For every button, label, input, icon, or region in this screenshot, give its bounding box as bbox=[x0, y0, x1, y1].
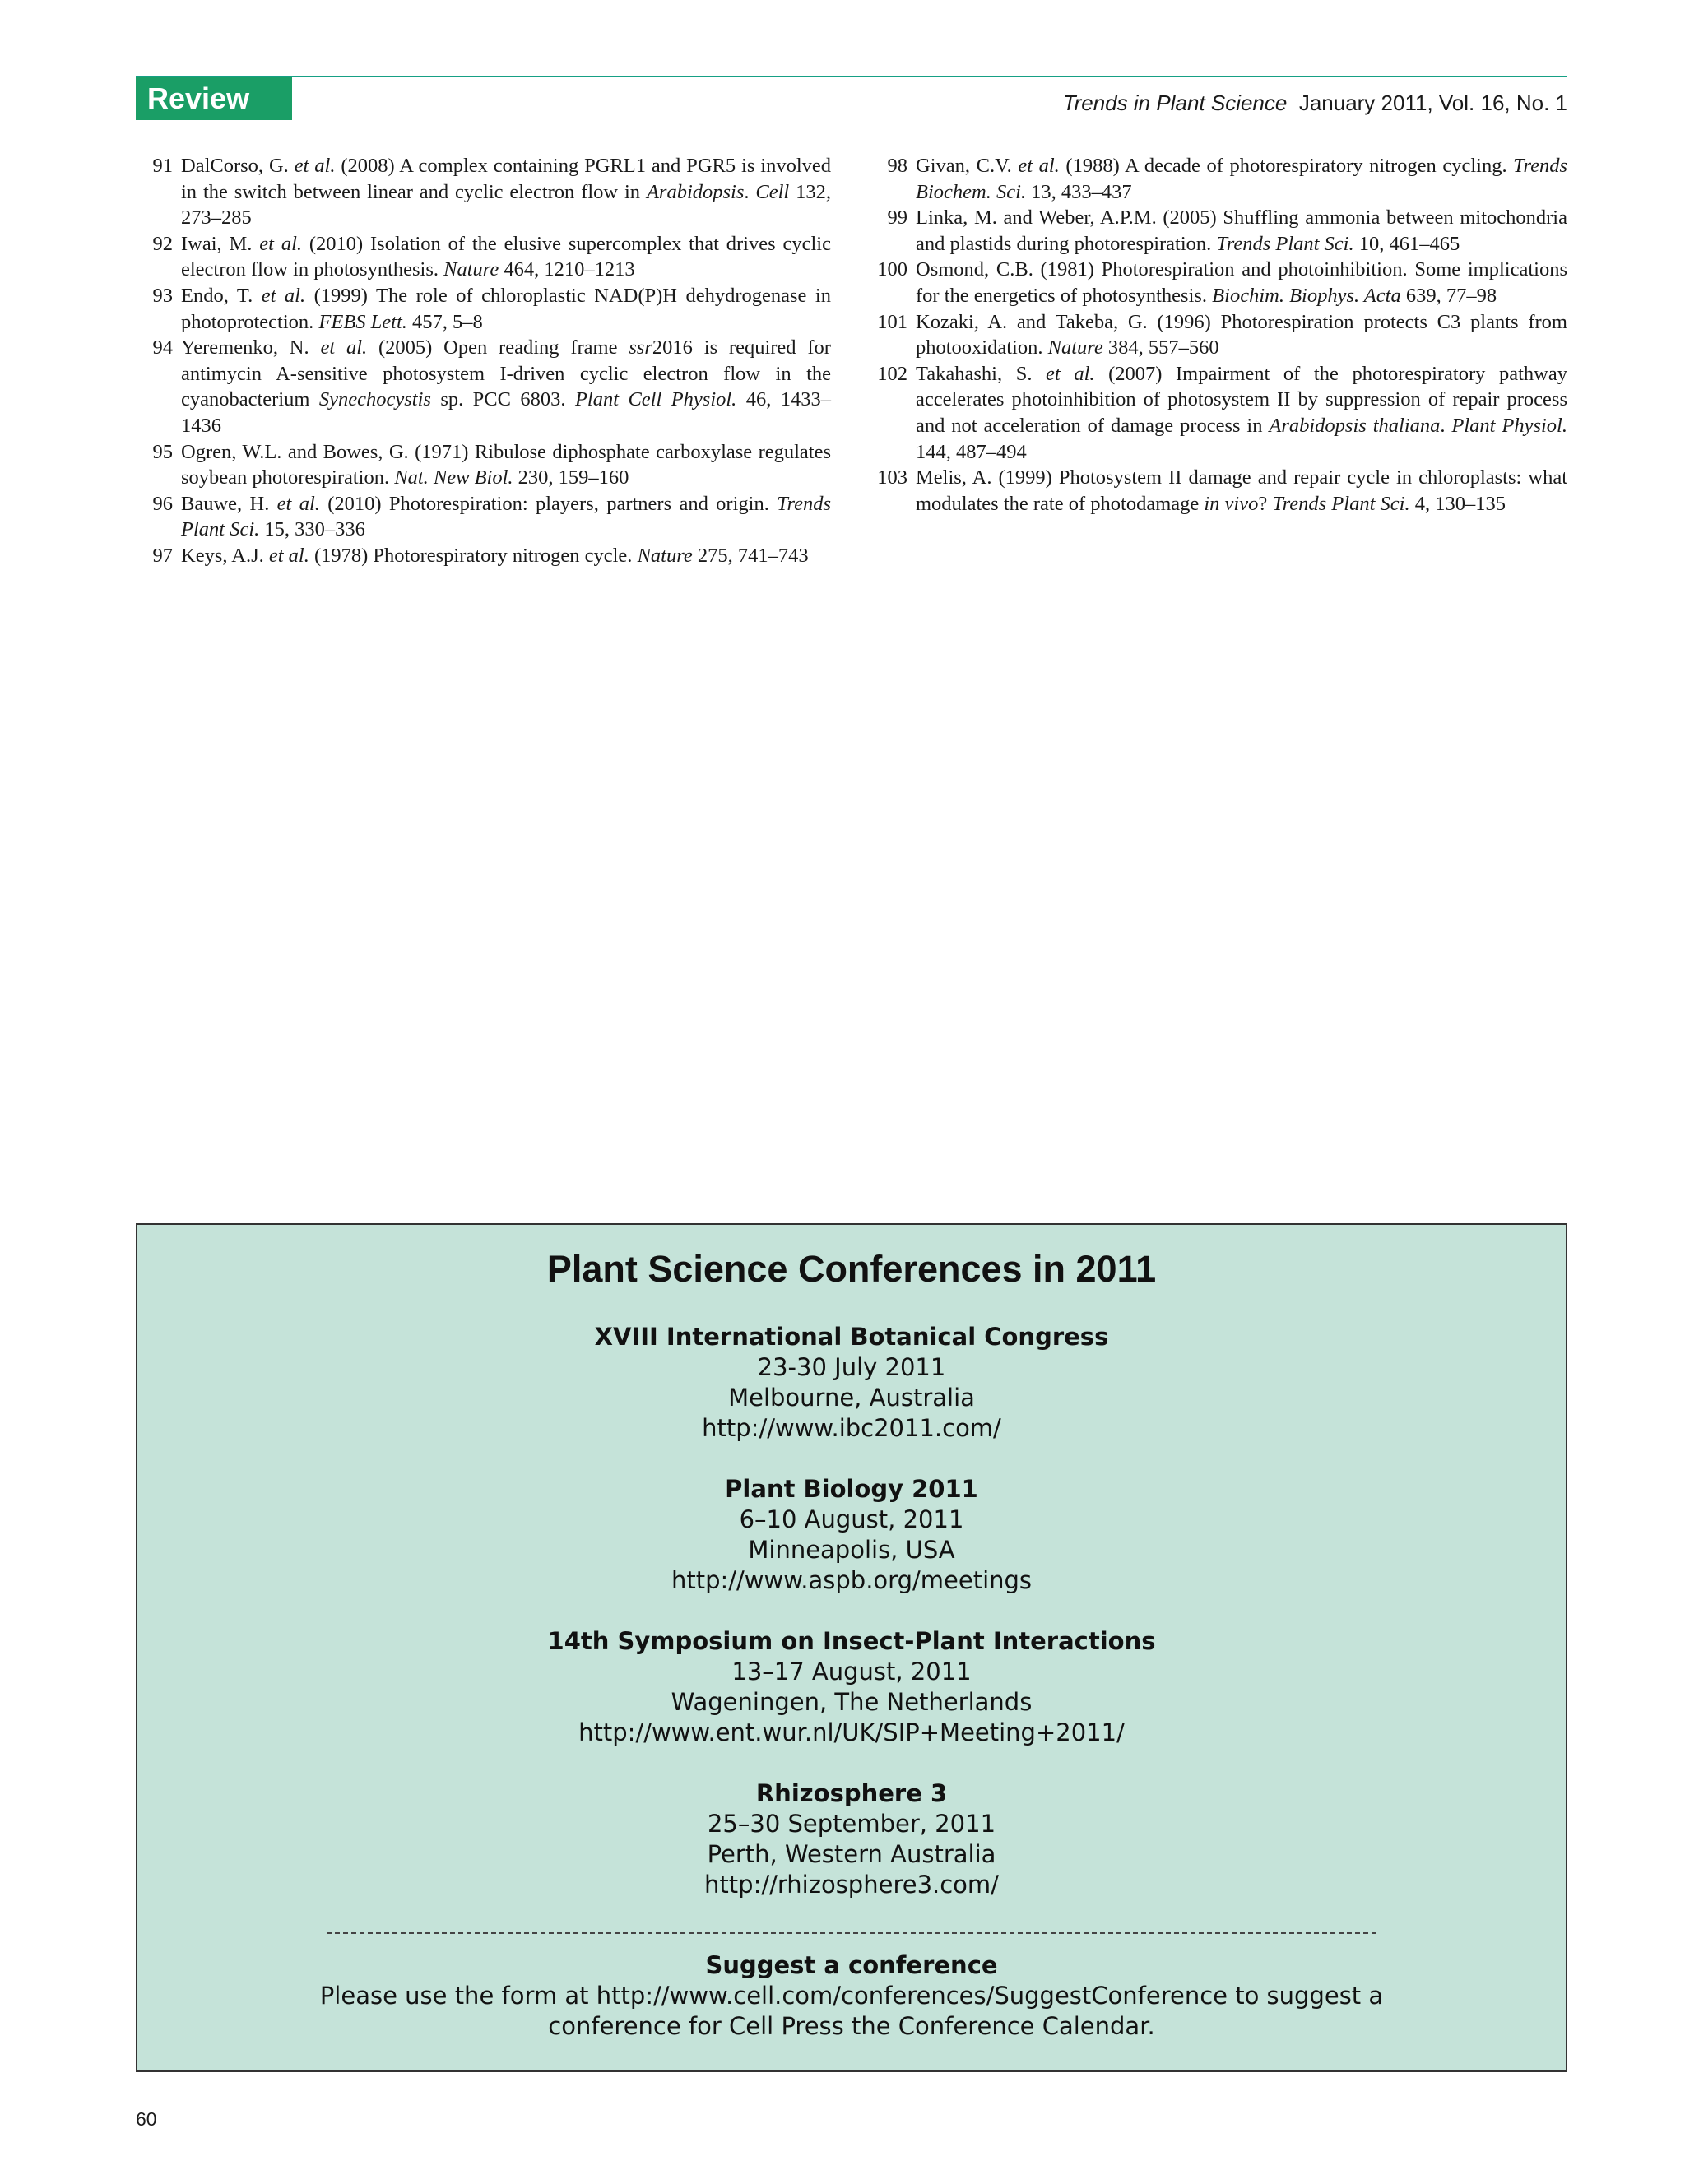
conference-dates: 13–17 August, 2011 bbox=[731, 1658, 972, 1686]
reference-text: Endo, T. bbox=[181, 284, 262, 307]
conference-item bbox=[137, 1474, 1566, 1596]
reference-text: (1999) The role of chloroplastic NAD(P)H dehydrogenase in photoprotection. bbox=[181, 284, 831, 333]
reference-item bbox=[136, 231, 831, 283]
dashed-divider bbox=[327, 1932, 1376, 1934]
reference-text: 4, 130–135 bbox=[1409, 492, 1506, 515]
reference-text: 384, 557–560 bbox=[1102, 336, 1219, 359]
conference-location: Wageningen, The Netherlands bbox=[671, 1688, 1033, 1716]
reference-text: 2016 is required for antimycin A-sensitive photosystem I-driven cyclic electron flow in the cyanobacterium bbox=[181, 336, 831, 411]
reference-italic-text: et al. bbox=[1046, 362, 1095, 385]
reference-italic-text: Trends Plant Sci. bbox=[181, 492, 831, 541]
conference-url[interactable]: http://www.aspb.org/meetings bbox=[671, 1566, 1033, 1594]
reference-item bbox=[870, 257, 1567, 308]
conference-box-title: Plant Science Conferences in 2011 bbox=[546, 1248, 1157, 1290]
reference-number: 94 bbox=[152, 336, 173, 359]
reference-text: (2007) Impairment of the photorespiratory pathway accelerates photoinhibition of photosystem II by suppression of repair process and not acceleration of damage process in bbox=[916, 362, 1567, 437]
reference-text: 46, 1433–1436 bbox=[181, 388, 832, 437]
reference-text: Osmond, C.B. (1981) Photorespiration and photoinhibition. Some implications for the energetics of photosynthesis. bbox=[916, 258, 1567, 307]
conference-list bbox=[137, 1322, 1566, 1931]
conference-name: XVIII International Botanical Congress bbox=[594, 1323, 1109, 1351]
reference-text: . bbox=[1440, 414, 1452, 437]
reference-text: 230, 159–160 bbox=[513, 466, 629, 489]
reference-italic-text: in vivo bbox=[1204, 492, 1259, 515]
reference-text: Melis, A. (1999) Photosystem II damage and repair cycle in chloroplasts: what modulates the rate of photodamage bbox=[916, 466, 1567, 515]
reference-item bbox=[870, 361, 1567, 465]
reference-text: Keys, A.J. bbox=[181, 544, 269, 567]
reference-list-left bbox=[136, 153, 831, 569]
reference-text: 144, 487–494 bbox=[916, 440, 1027, 463]
conference-name: 14th Symposium on Insect-Plant Interactions bbox=[547, 1627, 1156, 1655]
suggest-title: Suggest a conference bbox=[705, 1951, 998, 1979]
reference-italic-text: Arabidopsis bbox=[646, 180, 745, 203]
reference-italic-text: Synechocystis bbox=[318, 388, 431, 411]
conference-item bbox=[137, 1626, 1566, 1748]
reference-number: 98 bbox=[887, 155, 907, 177]
reference-italic-text: et al. bbox=[268, 544, 309, 567]
reference-italic-text: FEBS Lett. bbox=[318, 310, 407, 333]
reference-text: (1978) Photorespiratory nitrogen cycle. bbox=[309, 544, 638, 567]
reference-text: 10, 461–465 bbox=[1353, 232, 1460, 255]
reference-text: (2005) Open reading frame bbox=[367, 336, 629, 359]
reference-item bbox=[136, 439, 831, 491]
conference-item bbox=[137, 1322, 1566, 1444]
reference-text: 132, 273–285 bbox=[181, 180, 831, 230]
reference-italic-text: Plant Cell Physiol. bbox=[574, 388, 737, 411]
conference-url[interactable]: http://www.ibc2011.com/ bbox=[702, 1414, 1001, 1442]
reference-text: 15, 330–336 bbox=[259, 518, 365, 541]
journal-header bbox=[1063, 89, 1567, 117]
reference-text: sp. PCC 6803. bbox=[430, 388, 575, 411]
reference-italic-text: Trends Plant Sci. bbox=[1216, 232, 1354, 255]
conference-location: Melbourne, Australia bbox=[728, 1384, 975, 1412]
reference-number: 95 bbox=[152, 440, 173, 463]
conference-url[interactable]: http://rhizosphere3.com/ bbox=[704, 1871, 999, 1899]
conference-item bbox=[137, 1778, 1566, 1900]
reference-text: Kozaki, A. and Takeba, G. (1996) Photorespiration protects C3 plants from photooxidation. bbox=[916, 310, 1567, 359]
reference-text: (1988) A decade of photorespiratory nitrogen cycling. bbox=[1059, 155, 1514, 177]
reference-text: (2010) Isolation of the elusive supercomplex that drives cyclic electron flow in photosynthesis. bbox=[181, 232, 831, 281]
conference-dates: 25–30 September, 2011 bbox=[707, 1810, 996, 1838]
reference-number: 102 bbox=[877, 362, 907, 385]
reference-text: 275, 741–743 bbox=[692, 544, 809, 567]
reference-text: 639, 77–98 bbox=[1400, 284, 1497, 307]
reference-number: 96 bbox=[152, 492, 173, 515]
reference-text: DalCorso, G. bbox=[181, 155, 295, 177]
conference-box bbox=[136, 1223, 1567, 2072]
reference-number: 103 bbox=[877, 466, 907, 489]
reference-text: Iwai, M. bbox=[181, 232, 260, 255]
reference-italic-text: Nature bbox=[1047, 336, 1103, 359]
page-number: 60 bbox=[136, 2108, 157, 2130]
reference-italic-text: Nat. New Biol. bbox=[394, 466, 513, 489]
reference-text: Linka, M. and Weber, A.P.M. (2005) Shuffling ammonia between mitochondria and plastids during photorespiration. bbox=[916, 206, 1567, 255]
reference-text: 457, 5–8 bbox=[406, 310, 483, 333]
reference-italic-text: Trends Biochem. Sci. bbox=[916, 155, 1567, 203]
reference-italic-text: Trends Plant Sci. bbox=[1272, 492, 1410, 515]
reference-text: Yeremenko, N. bbox=[181, 336, 321, 359]
reference-italic-text: et al. bbox=[276, 492, 320, 515]
reference-item bbox=[136, 283, 831, 335]
reference-item bbox=[870, 309, 1567, 361]
journal-name: Trends in Plant Science bbox=[1062, 90, 1288, 115]
reference-italic-text: Nature bbox=[443, 258, 499, 281]
header-rule bbox=[136, 76, 1567, 77]
reference-italic-text: Plant Physiol. bbox=[1451, 414, 1567, 437]
suggest-text: Please use the form at http://www.cell.com/conferences/SuggestConference to suggest a conference for Cell Press the Conference Calendar. bbox=[319, 1982, 1384, 2040]
reference-text: 13, 433–437 bbox=[1026, 180, 1132, 203]
reference-text: Ogren, W.L. and Bowes, G. (1971) Ribulose diphosphate carboxylase regulates soybean photorespiration. bbox=[181, 440, 831, 489]
reference-text: . bbox=[744, 180, 756, 203]
reference-number: 97 bbox=[152, 544, 173, 567]
reference-text: 464, 1210–1213 bbox=[499, 258, 635, 281]
reference-item bbox=[136, 335, 831, 438]
conference-dates: 6–10 August, 2011 bbox=[739, 1505, 964, 1533]
reference-italic-text: Arabidopsis thaliana bbox=[1269, 414, 1441, 437]
reference-item bbox=[136, 543, 831, 569]
reference-text: Givan, C.V. bbox=[916, 155, 1019, 177]
reference-italic-text: et al. bbox=[1018, 155, 1060, 177]
conference-name: Plant Biology 2011 bbox=[725, 1475, 978, 1503]
reference-number: 93 bbox=[152, 284, 173, 307]
reference-italic-text: et al. bbox=[294, 155, 336, 177]
reference-text: Bauwe, H. bbox=[181, 492, 277, 515]
reference-text: ? bbox=[1258, 492, 1273, 515]
reference-number: 100 bbox=[877, 258, 907, 281]
conference-location: Perth, Western Australia bbox=[707, 1840, 996, 1868]
reference-italic-text: ssr bbox=[629, 336, 652, 359]
reference-text: (2008) A complex containing PGRL1 and PGR5 is involved in the switch between linear and cyclic electron flow in bbox=[181, 155, 831, 203]
reference-italic-text: et al. bbox=[261, 284, 306, 307]
journal-issue: January 2011, Vol. 16, No. 1 bbox=[1298, 90, 1567, 115]
reference-italic-text: et al. bbox=[259, 232, 302, 255]
reference-number: 101 bbox=[877, 310, 907, 333]
conference-dates: 23-30 July 2011 bbox=[757, 1353, 946, 1381]
reference-list-right bbox=[870, 153, 1567, 517]
reference-item bbox=[136, 153, 831, 231]
reference-italic-text: Biochim. Biophys. Acta bbox=[1212, 284, 1401, 307]
reference-number: 92 bbox=[152, 232, 173, 255]
reference-text: Takahashi, S. bbox=[916, 362, 1047, 385]
conference-name: Rhizosphere 3 bbox=[755, 1779, 948, 1807]
section-label: Review bbox=[136, 77, 292, 120]
reference-item bbox=[870, 153, 1567, 205]
reference-italic-text: Cell bbox=[755, 180, 790, 203]
reference-item bbox=[870, 465, 1567, 517]
reference-item bbox=[136, 491, 831, 543]
reference-number: 91 bbox=[152, 155, 173, 177]
reference-item bbox=[870, 205, 1567, 257]
conference-location: Minneapolis, USA bbox=[748, 1536, 955, 1564]
conference-url[interactable]: http://www.ent.wur.nl/UK/SIP+Meeting+2011/ bbox=[578, 1718, 1125, 1746]
reference-text: (2010) Photorespiration: players, partners and origin. bbox=[319, 492, 778, 515]
reference-number: 99 bbox=[887, 206, 907, 230]
reference-italic-text: Nature bbox=[637, 544, 693, 567]
reference-italic-text: et al. bbox=[320, 336, 368, 359]
suggest-conference bbox=[137, 1950, 1566, 2042]
